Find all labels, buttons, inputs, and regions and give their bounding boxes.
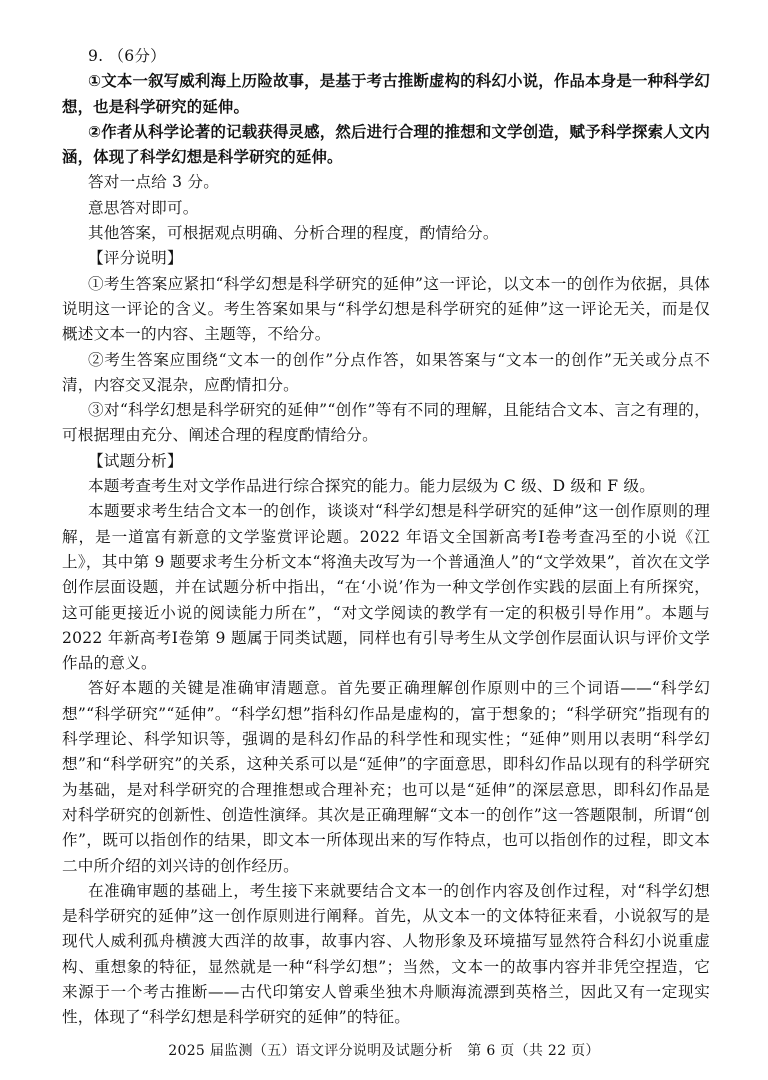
analysis-paragraph-2: 本题要求考生结合文本一的创作，谈谈对“科学幻想是科学研究的延伸”这一创作原则的理解，是一道富有新意的文学鉴赏评论题。2022 年语文全国新高考Ⅰ卷考查冯至的小说《江上》，其中第 9 题要求考生分析文本“将渔夫改写为一个普通渔人”的“文学效果”，首次在文学创作层面设题，并在试题分析中指出，“在‘小说’作为一种文学创作实践的层面上有所探究，这可能更接近小说的阅读能力所在”，“对文学阅读的教学有一定的积极引导作用”。本题与 2022 年新高考Ⅰ卷第 9 题属于同类试题，同样也有引导考生从文学创作层面认识与评价文学作品的意义。 bbox=[62, 502, 710, 673]
grading-item-2: ②考生答案应围绕“文本一的创作”分点作答，如果答案与“文本一的创作”无关或分点不清，内容交叉混杂，应酌情扣分。 bbox=[62, 350, 710, 394]
scoring-note-3: 其他答案，可根据观点明确、分析合理的程度，酌情给分。 bbox=[88, 224, 499, 243]
grading-item-1: ①考生答案应紧扣“科学幻想是科学研究的延伸”这一评论，以文本一的创作为依据，具体说明这一评论的含义。考生答案如果与“科学幻想是科学研究的延伸”这一评论无关，而是仅概述文本一的内容、主题等，不给分。 bbox=[62, 274, 710, 344]
grading-item-3: ③对“科学幻想是科学研究的延伸”“创作”等有不同的理解，且能结合文本、言之有理的，可根据理由充分、阐述合理的程度酌情给分。 bbox=[62, 401, 710, 445]
analysis-paragraph-3: 答好本题的关键是准确审清题意。首先要正确理解创作原则中的三个词语——“科学幻想”“科学研究”“延伸”。“科学幻想”指科幻作品是虚构的，富于想象的；“科学研究”指现有的科学理论、科学知识等，强调的是科幻作品的科学性和现实性；“延伸”则用以表明“科学幻想”和“科学研究”的关系，这种关系可以是“延伸”的字面意思，即科幻作品以现有的科学研究为基础，是对科学研究的合理推想或合理补充；也可以是“延伸”的深层意思，即科幻作品是对科学研究的创新性、创造性演绎。其次是正确理解“文本一的创作”这一答题限制，所谓“创作”，既可以指创作的结果，即文本一所体现出来的写作特点，也可以指创作的过程，即文本二中所介绍的刘兴诗的创作经历。 bbox=[62, 679, 710, 875]
analysis-heading: 【试题分析】 bbox=[88, 451, 183, 470]
question-header: 9. （6分） bbox=[88, 47, 166, 65]
answer-point-2: ②作者从科学论著的记载获得灵感，然后进行合理的推想和文学创造，赋予科学探索人文内涵，体现了科学幻想是科学研究的延伸。 bbox=[62, 122, 710, 167]
page-footer: 2025 届监测（五）语文评分说明及试题分析 第 6 页（共 22 页） bbox=[168, 1043, 600, 1059]
document-body bbox=[62, 44, 710, 1031]
scoring-note-2: 意思答对即可。 bbox=[88, 198, 199, 217]
analysis-paragraph-1: 本题考查考生对文学作品进行综合探究的能力。能力层级为 C 级、D 级和 F 级。 bbox=[88, 477, 656, 496]
answer-point-1: ①文本一叙写威利海上历险故事，是基于考古推断虚构的科幻小说，作品本身是一种科学幻想，也是科学研究的延伸。 bbox=[62, 72, 710, 116]
scoring-note-1: 答对一点给 3 分。 bbox=[88, 173, 219, 192]
analysis-paragraph-4: 在准确审题的基础上，考生接下来就要结合文本一的创作内容及创作过程，对“科学幻想是科学研究的延伸”这一创作原则进行阐释。首先，从文本一的文体特征来看，小说叙写的是现代人威利孤舟横渡大西洋的故事，故事内容、人物形象及环境描写显然符合科幻小说重虚构、重想象的特征，显然就是一种“科学幻想”；当然，文本一的故事内容并非凭空捏造，它来源于一个考古推断——古代印第安人曾乘坐独木舟顺海流漂到英格兰，因此又有一定现实性，体现了“科学幻想是科学研究的延伸”的特征。 bbox=[62, 881, 710, 1027]
grading-explanation-heading: 【评分说明】 bbox=[88, 249, 183, 268]
